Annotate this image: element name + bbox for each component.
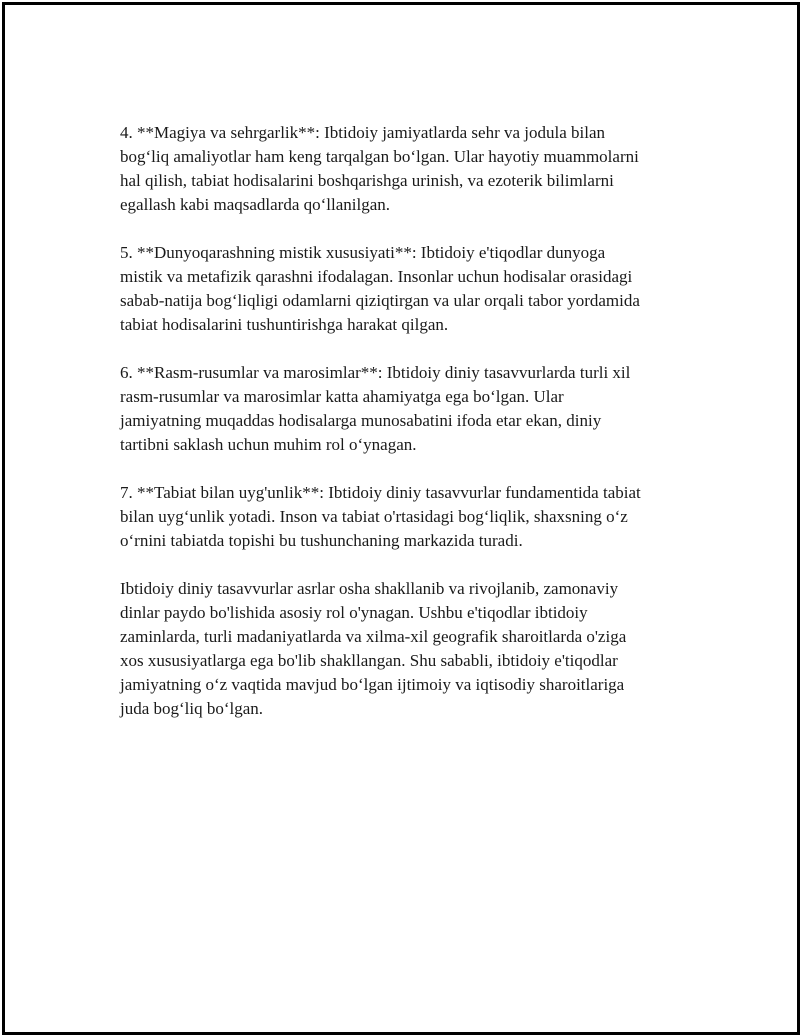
paragraph-conclusion: Ibtidoiy diniy tasavvurlar asrlar osha shakllanib va rivojlanib, zamonaviy dinlar paydo bo'lishida asosiy rol o'ynagan. Ushbu e'tiqodlar ibtidoiy zaminlarda, turli madaniyatlarda va xilma-xil geografik sharoitlarda o'ziga xos xususiyatlarga ega bo'lib shakllangan. Shu sababli, ibtidoiy e'tiqodlar jamiyatning o‘z vaqtida mavjud bo‘lgan ijtimoiy va iqtisodiy sharoitlariga juda bog‘liq bo‘lgan. — [120, 579, 627, 718]
paragraph-tabiat: 7. **Tabiat bilan uyg'unlik**: Ibtidoiy diniy tasavvurlar fundamentida tabiat bilan uyg‘unlik yotadi. Inson va tabiat o'rtasidagi bog‘liqlik, shaxsning o‘z o‘rnini tabiatda topishi bu tushunchaning markazida turadi. — [120, 483, 641, 550]
page-content — [120, 121, 700, 745]
paragraph-dunyoqarash: 5. **Dunyoqarashning mistik xususiyati**: Ibtidoiy e'tiqodlar dunyoga mistik va metafizik qarashni ifodalagan. Insonlar uchun hodisalar orasidagi sabab-natija bog‘liqligi odamlarni qiziqtirgan va ular orqali tabor yordamida tabiat hodisalarini tushuntirishga harakat qilgan. — [120, 243, 640, 334]
paragraph-marosimlar: 6. **Rasm-rusumlar va marosimlar**: Ibtidoiy diniy tasavvurlarda turli xil rasm-rusumlar va marosimlar katta ahamiyatga ega bo‘lgan. Ular jamiyatning muqaddas hodisalarga munosabatini ifoda etar ekan, diniy tartibni saklash uchun muhim rol o‘ynagan. — [120, 363, 631, 454]
page-frame — [2, 2, 800, 1035]
paragraph-magiya: 4. **Magiya va sehrgarlik**: Ibtidoiy jamiyatlarda sehr va jodula bilan bog‘liq amaliyotlar ham keng tarqalgan bo‘lgan. Ular hayotiy muammolarni hal qilish, tabiat hodisalarini boshqarishga urinish, va ezoterik bilimlarni egallash kabi maqsadlarda qo‘llanilgan. — [120, 123, 639, 214]
